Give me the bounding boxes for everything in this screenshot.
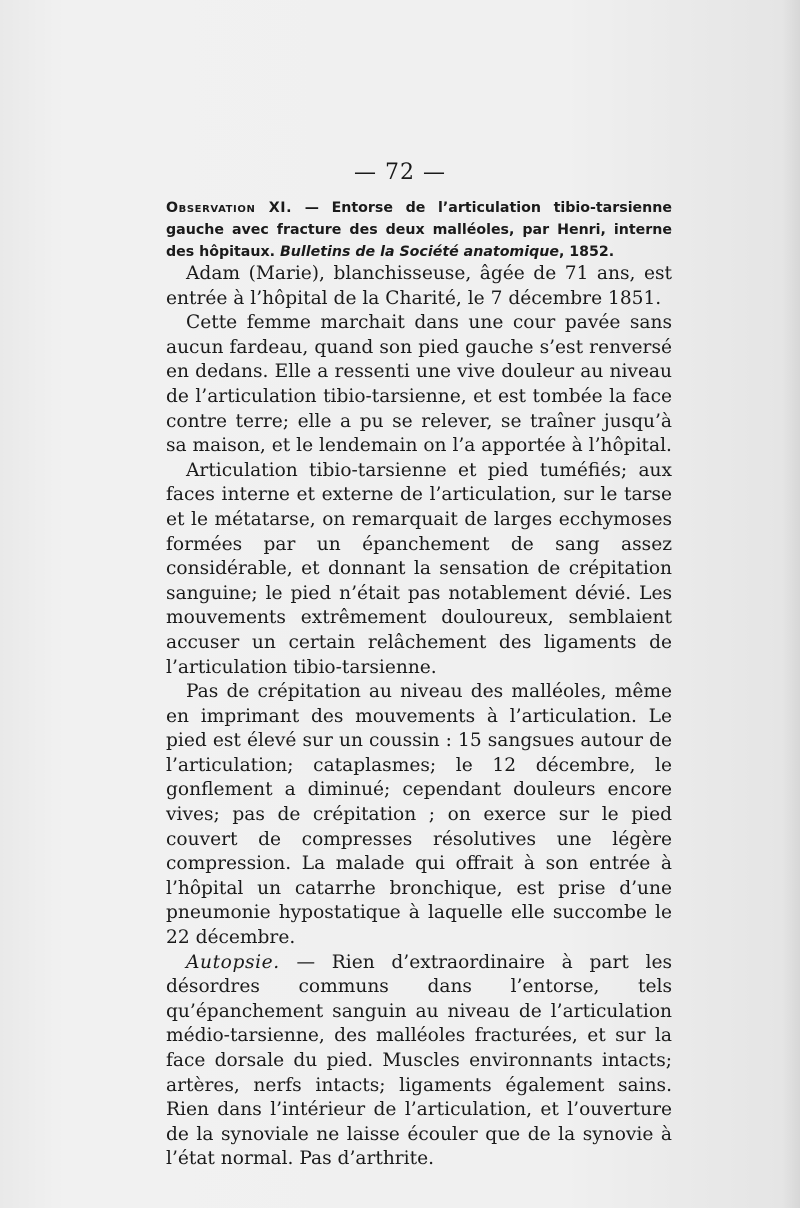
paragraph-treatment: Pas de crépitation au niveau des malléoles, même en imprimant des mouvements à l’articulation. Le pied est élevé sur un coussin : 15 sangsues autour de l’articulation; cataplasmes; le 12 décembre, le gonflement a diminué; cependant douleurs encore vives; pas de crépitation ; on exerce sur le pied couvert de compresses résolutives une légère compression. La malade qui offrait à son entrée à l’hôpital un catarrhe bronchique, est prise d’une pneumonie hypostatique à laquelle elle succombe le 22 décembre. [166, 681, 672, 949]
observation-label: Observation XI. [166, 200, 293, 216]
page-number: — 72 — [354, 160, 446, 185]
paragraph-autopsy [166, 951, 672, 1172]
citation-year: , 1852. [558, 244, 615, 260]
observation-heading [166, 197, 672, 263]
autopsy-text: — Rien d’extraordinaire à part les désordres communs dans l’entorse, tels qu’épanchement sanguin au niveau de l’articulation médio-tarsienne, des malléoles fracturées, et sur la face dorsale du pied. Muscles environnants intacts; artères, nerfs intacts; ligaments également sains. Rien dans l’intérieur de l’articulation, et l’ouverture de la synoviale ne laisse écouler que de la synovie à l’état normal. Pas d’arthrite. [166, 951, 672, 1170]
observation-description: — Entorse de l’articulation tibio-tarsienne gauche avec fracture des deux malléoles, par Henri, interne des hôpitaux. [166, 200, 672, 260]
paragraph-symptoms: Articulation tibio-tarsienne et pied tuméfiés; aux faces interne et externe de l’articulation, sur le tarse et le métatarse, on remarquait de larges ecchymoses formées par un épanchement de sang assez considérable, et donnant la sensation de crépitation sanguine; le pied n’était pas notablement dévié. Les mouvements extrêmement douloureux, semblaient accuser un certain relâchement des ligaments de l’articulation tibio-tarsienne. [166, 459, 672, 678]
autopsy-label: Autopsie. [186, 951, 280, 973]
paragraph-accident: Cette femme marchait dans une cour pavée sans aucun fardeau, quand son pied gauche s’est renversé en dedans. Elle a ressenti une vive douleur au niveau de l’articulation tibio-tarsienne, et est tombée la face contre terre; elle a pu se relever, se traîner jusqu’à sa maison, et le lendemain on l’a apportée à l’hôpital. [166, 312, 672, 457]
observation-body [166, 262, 672, 1172]
journal-citation: Bulletins de la Société anatomique [279, 244, 559, 260]
paragraph-admission: Adam (Marie), blanchisseuse, âgée de 71 ans, est entrée à l’hôpital de la Charité, le 7 décembre 1851. [166, 263, 672, 309]
